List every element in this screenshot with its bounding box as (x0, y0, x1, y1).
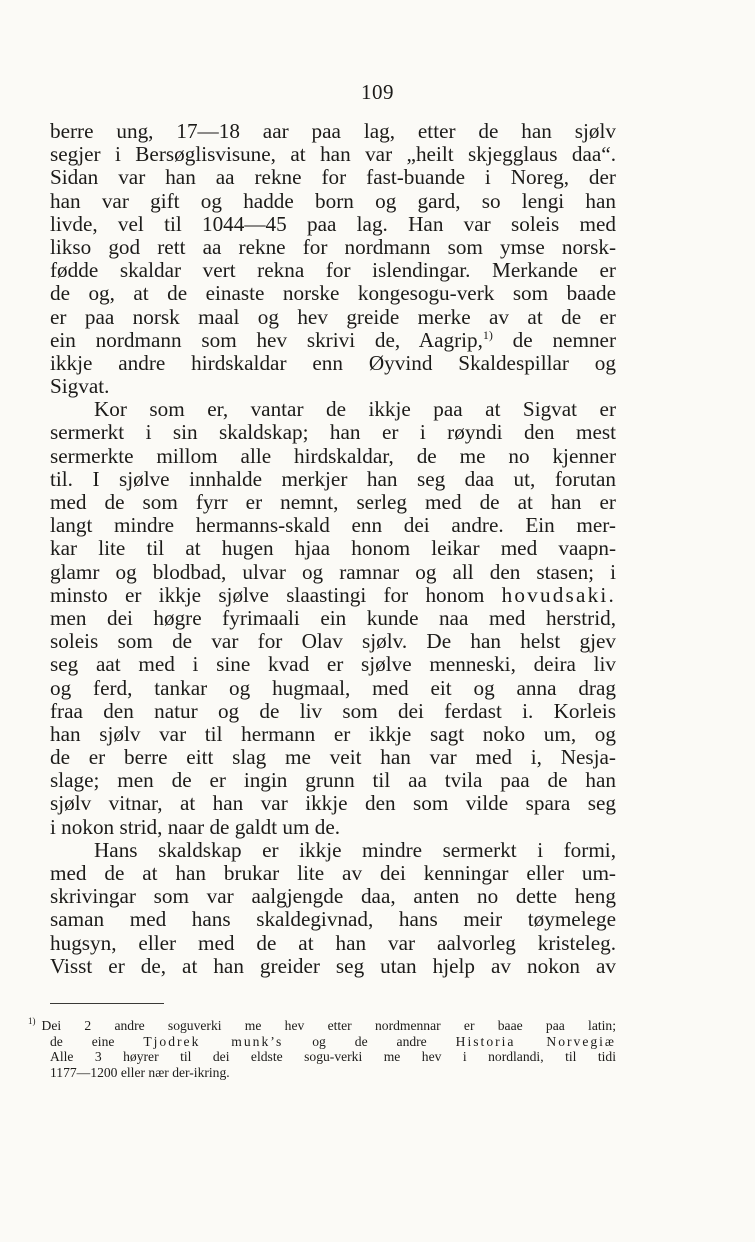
text-segment: de nemner (492, 327, 616, 352)
body-text (50, 120, 616, 978)
footnote-line (50, 1034, 616, 1050)
text-line: seg aat med i sine kvad er sjølve menneski, deira liv (50, 652, 616, 677)
text-line: berre ung, 17—18 aar paa lag, etter de han sjølv (50, 119, 616, 143)
text-line: likso god rett aa rekne for nordmann som ymse norsk- (50, 234, 616, 259)
page-number: 109 (361, 80, 394, 104)
footnote-divider (50, 1003, 164, 1004)
text-line: sjølv vitnar, at han var ikkje den som vilde spara seg (50, 791, 616, 816)
emphasized-word: hovudsaki. (501, 582, 616, 607)
text-line: med de som fyrr er nemnt, serleg med de at han er (50, 490, 616, 514)
text-line: slage; men de er ingin grunn til aa tvila paa de han (50, 768, 616, 793)
text-line: Sigvat. (50, 374, 110, 399)
text-line (50, 584, 616, 607)
text-segment: minsto er ikkje sjølve slaastingi for honom (50, 582, 502, 607)
text-line: soleis som de var for Olav sjølv. De han helst gjev (50, 629, 616, 654)
text-line: de er berre eitt slag me veit han var med i, Nesja- (50, 745, 616, 770)
text-line: fraa den natur og de liv som dei ferdast i. Korleis (50, 698, 616, 723)
footnote (28, 1016, 616, 1080)
text-line: Sidan var han aa rekne for fast-buande i Noreg, der (50, 165, 616, 190)
paragraph-start-line: Kor som er, vantar de ikkje paa at Sigvat er (94, 397, 616, 422)
footnote-line (28, 1018, 616, 1034)
text-line: kar lite til at hugen hjaa honom leikar med vaapn- (50, 536, 616, 561)
text-line: han var gift og hadde born og gard, so lengi han (50, 188, 616, 213)
text-line: segjer i Bersøglisvisune, at han var „heilt skjegglaus daa“. (50, 142, 616, 167)
text-line: i nokon strid, naar de galdt um de. (50, 814, 341, 839)
footnote-line: 1177—1200 eller nær der-ikring. (50, 1064, 230, 1080)
text-segment: Dei 2 andre soguverki me hev etter nordmennar er baae paa latin; (41, 1018, 616, 1033)
text-line: saman med hans skaldegivnad, hans meir tøymelege (50, 907, 616, 932)
footnote-reference[interactable]: 1) (482, 327, 493, 342)
text-line: men dei høgre fyrimaali ein kunde naa med herstrid, (50, 605, 616, 630)
text-segment: og de andre (283, 1033, 456, 1049)
text-line: glamr og blodbad, ulvar og ramnar og all den stasen; i (50, 559, 616, 584)
text-line: sermerkte millom alle hirdskaldar, de me no kjenner (50, 443, 616, 468)
emphasized-title: Tjodrek munk’s (143, 1033, 284, 1049)
text-line: langt mindre hermanns-skald enn dei andre. Ein mer- (50, 513, 616, 538)
text-line: sermerkt i sin skaldskap; han er i røyndi den mest (50, 420, 616, 445)
text-line: livde, vel til 1044—45 paa lag. Han var soleis med (50, 211, 616, 236)
text-line: og ferd, tankar og hugmaal, med eit og anna drag (50, 675, 616, 700)
text-line: med de at han brukar lite av dei kenningar eller um- (50, 861, 616, 885)
text-line: skrivingar som var aalgjengde daa, anten no dette heng (50, 884, 616, 909)
text-line: ikkje andre hirdskaldar enn Øyvind Skaldespillar og (50, 350, 616, 375)
footnote-marker: 1) (28, 1016, 36, 1027)
text-line (50, 329, 616, 352)
text-line: Visst er de, at han greider seg utan hjelp av nokon av (50, 953, 616, 978)
text-line: hugsyn, eller med de at han var aalvorleg kristeleg. (50, 930, 616, 955)
text-line: fødde skaldar vert rekna for islendingar. Merkande er (50, 258, 616, 283)
paragraph-start-line: Hans skaldskap er ikkje mindre sermerkt i formi, (94, 837, 616, 862)
text-line: han sjølv var til hermann er ikkje sagt noko um, og (50, 721, 616, 746)
text-line: til. I sjølve innhalde merkjer han seg daa ut, forutan (50, 466, 616, 491)
text-segment: ein nordmann som hev skrivi de, Aagrip, (50, 327, 483, 352)
text-line: de og, at de einaste norske kongesogu-verk som baade (50, 281, 616, 306)
emphasized-title: Historia Norvegiæ (455, 1033, 616, 1049)
text-segment: de eine (50, 1033, 144, 1049)
footnote-line: Alle 3 høyrer til dei eldste sogu-verki me hev i nordlandi, til tidi (50, 1049, 616, 1064)
text-line: er paa norsk maal og hev greide merke av at de er (50, 304, 616, 329)
